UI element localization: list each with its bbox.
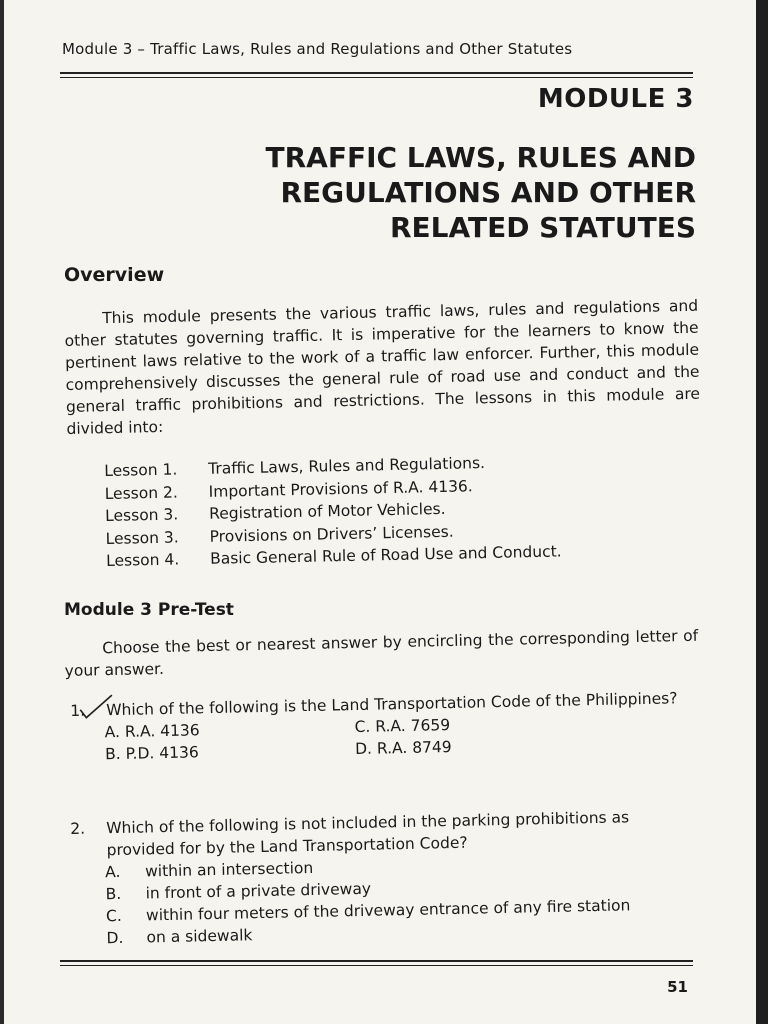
lesson-label: Lesson 2.: [104, 482, 178, 503]
question-number: 1.: [70, 701, 86, 720]
lesson-label: Lesson 1.: [104, 460, 178, 480]
answer-option-b[interactable]: [105, 738, 355, 765]
option-letter: A.: [104, 722, 121, 742]
footer-rule: [60, 960, 693, 962]
title-line: RELATED STATUTES: [389, 211, 696, 244]
option-text: P.D. 4136: [125, 743, 199, 763]
option-letter: B.: [105, 884, 122, 904]
option-text: within an intersection: [144, 858, 314, 881]
option-letter: C.: [354, 717, 371, 737]
question-text: Which of the following is the Land Transportation Code of the Philippines?: [106, 689, 678, 720]
header-rule-thin: [60, 77, 693, 78]
pretest-heading: Module 3 Pre-Test: [64, 600, 234, 620]
running-head: Module 3 – Traffic Laws, Rules and Regulations and Other Statutes: [62, 40, 573, 58]
option-letter: D.: [354, 739, 373, 759]
instructions-text: Choose the best or nearest answer by encircling the corresponding letter of your answer.: [64, 626, 699, 680]
option-text: in front of a private driveway: [145, 879, 372, 903]
page-number: 51: [667, 978, 688, 996]
lesson-label: Lesson 3.: [104, 505, 179, 525]
lesson-title: Registration of Motor Vehicles.: [208, 499, 446, 523]
title-line: TRAFFIC LAWS, RULES AND: [265, 141, 696, 174]
lesson-title: Important Provisions of R.A. 4136.: [208, 476, 473, 501]
header-rule: [60, 72, 693, 74]
option-text: R.A. 7659: [375, 716, 451, 736]
question-1: [70, 687, 699, 766]
question-text: Which of the following is not included in the parking prohibitions as provided for by the Land Transportation Code?: [106, 808, 630, 860]
lesson-title: Traffic Laws, Rules and Regulations.: [208, 454, 486, 478]
module-title: [176, 140, 696, 245]
option-letter: A.: [104, 862, 121, 882]
overview-text: This module presents the various traffic laws, rules and regulations and other statutes governing traffic. It is imperative for the learners to know the pertinent laws relative to the work of a traffic law enforcer. Further, this module comprehensively discusses the general rule of road use and conduct and the general traffic prohibitions and restrictions. The lessons in this module are divided into:: [64, 296, 701, 438]
option-text: on a sidewalk: [146, 926, 253, 947]
overview-paragraph: [64, 295, 701, 440]
option-letter: D.: [106, 928, 124, 948]
module-label: MODULE 3: [537, 84, 694, 114]
page-edge-right: [756, 0, 768, 1024]
footer-rule-thin: [60, 965, 693, 966]
question-number: 2.: [70, 819, 86, 838]
option-letter: B.: [104, 744, 121, 764]
lesson-title: Provisions on Drivers’ Licenses.: [209, 522, 454, 546]
answer-options: [105, 849, 701, 949]
lesson-list: [104, 448, 666, 572]
answer-option-d[interactable]: [355, 733, 605, 760]
option-text: R.A. 4136: [124, 721, 200, 741]
option-text: within four meters of the driveway entrance of any fire station: [145, 896, 631, 925]
overview-heading: Overview: [64, 264, 165, 286]
option-letter: C.: [105, 906, 123, 926]
lesson-label: Lesson 3.: [105, 527, 179, 548]
pretest-instructions: [64, 625, 699, 682]
question-2: [70, 805, 701, 950]
title-line: REGULATIONS AND OTHER: [280, 176, 696, 209]
lesson-label: Lesson 4.: [105, 550, 180, 570]
page-edge-left: [0, 0, 4, 1024]
lesson-title: Basic General Rule of Road Use and Conduct.: [209, 542, 562, 568]
option-text: R.A. 8749: [376, 738, 452, 758]
